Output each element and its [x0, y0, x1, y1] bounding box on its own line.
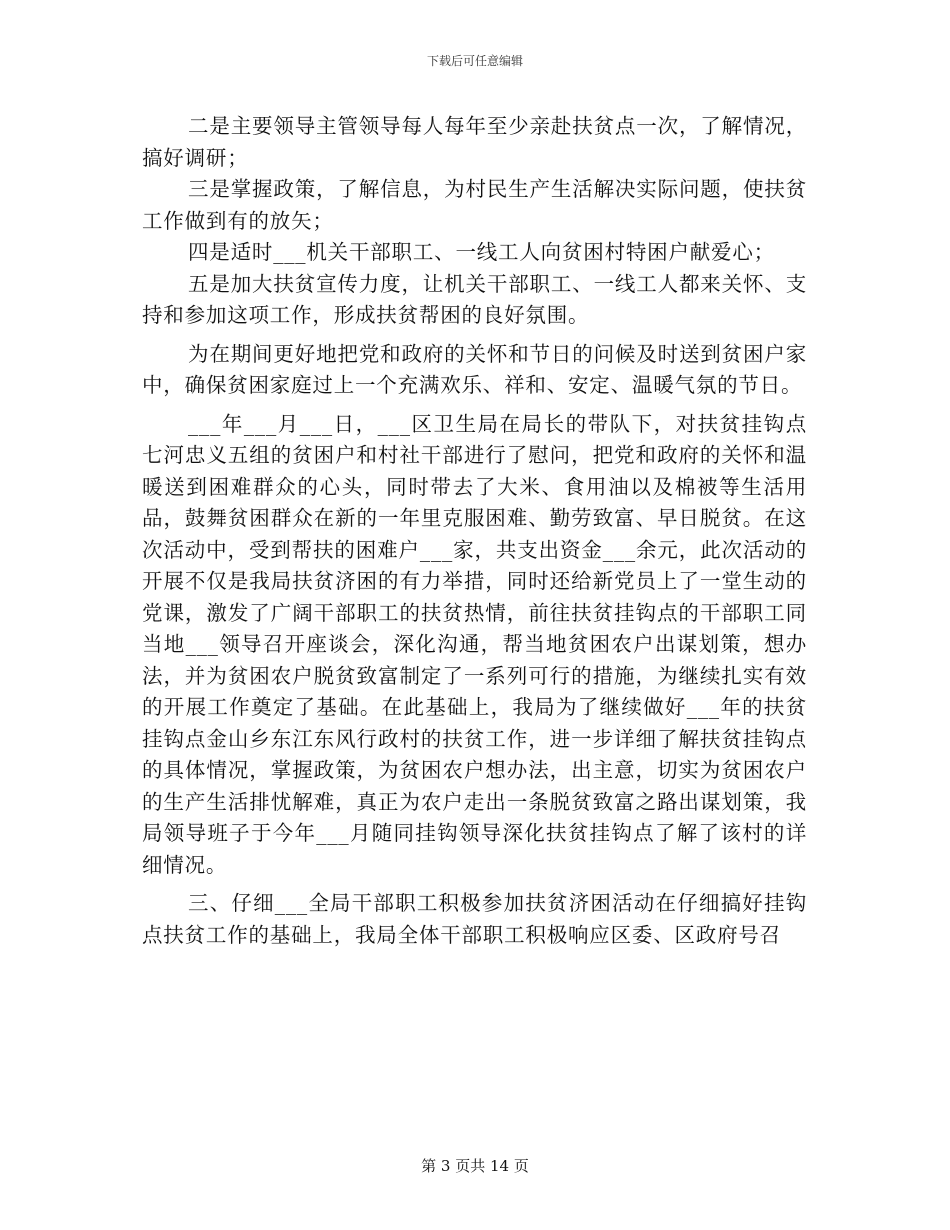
paragraph-item-5: 五是加大扶贫宣传力度，让机关干部职工、一线工人都来关怀、支持和参加这项工作，形成扶贫帮困的良好氛围。: [142, 271, 807, 327]
paragraph-item-2: 二是主要领导主管领导每人每年至少亲赴扶贫点一次，了解情况，搞好调研；: [142, 114, 807, 170]
paragraph-visit-report: ___年___月___日，___区卫生局在局长的带队下，对扶贫挂钩点七河忠义五组的贫困户和村社干部进行了慰问，把党和政府的关怀和温暖送到困难群众的心头，同时带去了大米、食用油以及棉被等生活用品，鼓舞贫困群众在新的一年里克服困难、勤劳致富、早日脱贫。在这次活动中，受到帮扶的困难户___家，共支出资金___余元，此次活动的开展不仅是我局扶贫济困的有力举措，同时还给新党员上了一堂生动的党课，激发了广阔干部职工的扶贫热情，前往扶贫挂钩点的干部职工同当地___领导召开座谈会，深化沟通，帮当地贫困农户出谋划策，想办法，并为贫困农户脱贫致富制定了一系列可行的措施，为继续扎实有效的开展工作奠定了基础。在此基础上，我局为了继续做好___年的扶贫挂钩点金山乡东江东风行政村的扶贫工作，进一步详细了解扶贫挂钩点的具体情况，掌握政策，为贫困农户想办法，出主意，切实为贫困农户的生产生活排忧解难，真正为农户走出一条脱贫致富之路出谋划策，我局领导班子于今年___月随同挂钩领导深化扶贫挂钩点了解了该村的详细情况。: [142, 411, 807, 877]
document-body: [142, 111, 807, 951]
paragraph-item-3: 三是掌握政策，了解信息，为村民生产生活解决实际问题，使扶贫工作做到有的放矢；: [142, 177, 807, 233]
paragraph-holiday-intro: 为在期间更好地把党和政府的关怀和节日的问候及时送到贫困户家中，确保贫困家庭过上一个充满欢乐、祥和、安定、温暖气氛的节日。: [142, 341, 807, 397]
paragraph-item-4: 四是适时___机关干部职工、一线工人向贫困村特困户献爱心；: [188, 240, 775, 264]
paragraph-section-three: 三、仔细___全局干部职工积极参加扶贫济困活动在仔细搞好挂钩点扶贫工作的基础上，我局全体干部职工积极响应区委、区政府号召: [142, 891, 807, 947]
page-header-note: 下载后可任意编辑: [426, 54, 523, 68]
page-number: 第 3 页共 14 页: [421, 1157, 529, 1175]
